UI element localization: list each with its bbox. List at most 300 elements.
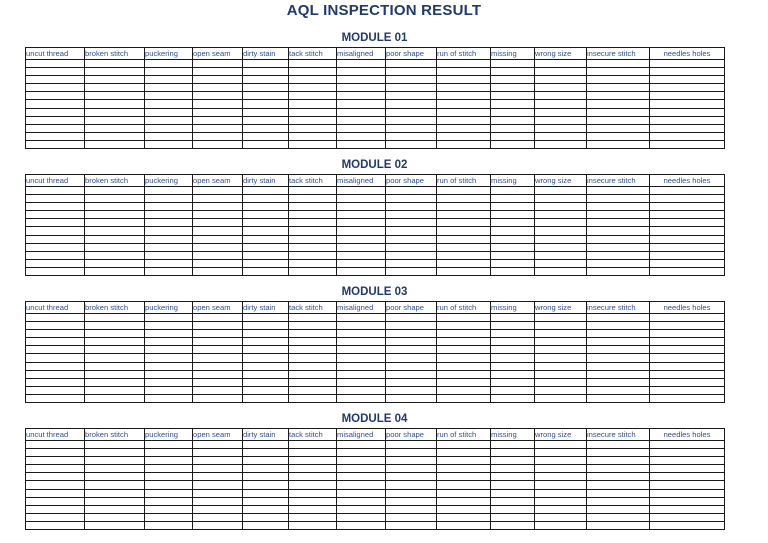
table-cell[interactable] <box>193 116 243 124</box>
table-cell[interactable] <box>145 370 193 378</box>
table-cell[interactable] <box>650 132 725 140</box>
table-cell[interactable] <box>491 513 535 521</box>
table-cell[interactable] <box>650 211 725 219</box>
table-cell[interactable] <box>193 386 243 394</box>
table-cell[interactable] <box>85 330 145 338</box>
table-cell[interactable] <box>193 449 243 457</box>
table-cell[interactable] <box>145 195 193 203</box>
table-cell[interactable] <box>437 235 491 243</box>
table-cell[interactable] <box>85 76 145 84</box>
table-cell[interactable] <box>85 473 145 481</box>
table-cell[interactable] <box>650 513 725 521</box>
table-cell[interactable] <box>26 219 85 227</box>
table-cell[interactable] <box>491 195 535 203</box>
table-cell[interactable] <box>535 473 587 481</box>
table-cell[interactable] <box>26 267 85 275</box>
table-cell[interactable] <box>491 60 535 68</box>
table-cell[interactable] <box>491 68 535 76</box>
table-cell[interactable] <box>26 211 85 219</box>
table-cell[interactable] <box>386 394 437 402</box>
table-cell[interactable] <box>650 124 725 132</box>
table-cell[interactable] <box>243 465 289 473</box>
table-cell[interactable] <box>193 394 243 402</box>
table-cell[interactable] <box>243 259 289 267</box>
table-cell[interactable] <box>587 354 650 362</box>
table-cell[interactable] <box>437 386 491 394</box>
table-cell[interactable] <box>26 116 85 124</box>
table-cell[interactable] <box>289 338 337 346</box>
table-cell[interactable] <box>85 116 145 124</box>
table-cell[interactable] <box>535 370 587 378</box>
table-cell[interactable] <box>491 243 535 251</box>
table-cell[interactable] <box>535 505 587 513</box>
table-cell[interactable] <box>437 497 491 505</box>
table-cell[interactable] <box>535 243 587 251</box>
table-cell[interactable] <box>337 267 386 275</box>
table-cell[interactable] <box>243 354 289 362</box>
table-cell[interactable] <box>193 338 243 346</box>
table-cell[interactable] <box>337 116 386 124</box>
table-cell[interactable] <box>491 203 535 211</box>
table-cell[interactable] <box>193 187 243 195</box>
table-cell[interactable] <box>243 76 289 84</box>
table-cell[interactable] <box>587 68 650 76</box>
table-cell[interactable] <box>85 346 145 354</box>
table-cell[interactable] <box>289 394 337 402</box>
table-cell[interactable] <box>650 243 725 251</box>
table-cell[interactable] <box>587 489 650 497</box>
table-cell[interactable] <box>386 76 437 84</box>
table-cell[interactable] <box>437 338 491 346</box>
table-cell[interactable] <box>386 219 437 227</box>
table-cell[interactable] <box>193 505 243 513</box>
table-cell[interactable] <box>26 140 85 148</box>
table-cell[interactable] <box>145 68 193 76</box>
table-cell[interactable] <box>243 203 289 211</box>
table-cell[interactable] <box>535 354 587 362</box>
table-cell[interactable] <box>386 362 437 370</box>
table-cell[interactable] <box>650 338 725 346</box>
table-cell[interactable] <box>145 219 193 227</box>
table-cell[interactable] <box>437 92 491 100</box>
table-cell[interactable] <box>650 227 725 235</box>
table-cell[interactable] <box>145 140 193 148</box>
table-cell[interactable] <box>145 251 193 259</box>
table-cell[interactable] <box>85 378 145 386</box>
table-cell[interactable] <box>386 346 437 354</box>
table-cell[interactable] <box>491 394 535 402</box>
table-cell[interactable] <box>337 100 386 108</box>
table-cell[interactable] <box>26 513 85 521</box>
table-cell[interactable] <box>243 346 289 354</box>
table-cell[interactable] <box>85 394 145 402</box>
table-cell[interactable] <box>243 362 289 370</box>
table-cell[interactable] <box>437 394 491 402</box>
table-cell[interactable] <box>337 362 386 370</box>
table-cell[interactable] <box>437 203 491 211</box>
table-cell[interactable] <box>289 132 337 140</box>
table-cell[interactable] <box>535 521 587 529</box>
table-cell[interactable] <box>535 227 587 235</box>
table-cell[interactable] <box>337 187 386 195</box>
table-cell[interactable] <box>337 473 386 481</box>
table-cell[interactable] <box>26 251 85 259</box>
table-cell[interactable] <box>587 521 650 529</box>
table-cell[interactable] <box>650 330 725 338</box>
table-cell[interactable] <box>193 497 243 505</box>
table-cell[interactable] <box>289 60 337 68</box>
table-cell[interactable] <box>145 243 193 251</box>
table-cell[interactable] <box>243 314 289 322</box>
table-cell[interactable] <box>337 489 386 497</box>
table-cell[interactable] <box>437 465 491 473</box>
table-cell[interactable] <box>337 521 386 529</box>
table-cell[interactable] <box>145 521 193 529</box>
table-cell[interactable] <box>491 465 535 473</box>
table-cell[interactable] <box>337 322 386 330</box>
table-cell[interactable] <box>386 354 437 362</box>
table-cell[interactable] <box>650 481 725 489</box>
table-cell[interactable] <box>193 473 243 481</box>
table-cell[interactable] <box>491 124 535 132</box>
table-cell[interactable] <box>386 187 437 195</box>
table-cell[interactable] <box>193 513 243 521</box>
table-cell[interactable] <box>26 76 85 84</box>
table-cell[interactable] <box>491 92 535 100</box>
table-cell[interactable] <box>145 84 193 92</box>
table-cell[interactable] <box>85 497 145 505</box>
table-cell[interactable] <box>650 68 725 76</box>
table-cell[interactable] <box>650 497 725 505</box>
table-cell[interactable] <box>243 100 289 108</box>
table-cell[interactable] <box>587 457 650 465</box>
table-cell[interactable] <box>587 211 650 219</box>
table-cell[interactable] <box>193 195 243 203</box>
table-cell[interactable] <box>26 132 85 140</box>
table-cell[interactable] <box>243 513 289 521</box>
table-cell[interactable] <box>193 457 243 465</box>
table-cell[interactable] <box>587 505 650 513</box>
table-cell[interactable] <box>650 140 725 148</box>
table-cell[interactable] <box>650 60 725 68</box>
table-cell[interactable] <box>535 322 587 330</box>
table-cell[interactable] <box>337 481 386 489</box>
table-cell[interactable] <box>491 378 535 386</box>
table-cell[interactable] <box>386 251 437 259</box>
table-cell[interactable] <box>243 243 289 251</box>
table-cell[interactable] <box>587 259 650 267</box>
table-cell[interactable] <box>491 132 535 140</box>
table-cell[interactable] <box>243 124 289 132</box>
table-cell[interactable] <box>85 449 145 457</box>
table-cell[interactable] <box>26 314 85 322</box>
table-cell[interactable] <box>587 140 650 148</box>
table-cell[interactable] <box>26 441 85 449</box>
table-cell[interactable] <box>243 187 289 195</box>
table-cell[interactable] <box>85 140 145 148</box>
table-cell[interactable] <box>193 140 243 148</box>
table-cell[interactable] <box>337 84 386 92</box>
table-cell[interactable] <box>85 235 145 243</box>
table-cell[interactable] <box>337 203 386 211</box>
table-cell[interactable] <box>145 92 193 100</box>
table-cell[interactable] <box>650 235 725 243</box>
table-cell[interactable] <box>491 481 535 489</box>
table-cell[interactable] <box>243 251 289 259</box>
table-cell[interactable] <box>386 449 437 457</box>
table-cell[interactable] <box>145 473 193 481</box>
table-cell[interactable] <box>85 354 145 362</box>
table-cell[interactable] <box>289 457 337 465</box>
table-cell[interactable] <box>85 259 145 267</box>
table-cell[interactable] <box>535 481 587 489</box>
table-cell[interactable] <box>145 227 193 235</box>
table-cell[interactable] <box>26 338 85 346</box>
table-cell[interactable] <box>491 100 535 108</box>
table-cell[interactable] <box>85 338 145 346</box>
table-cell[interactable] <box>243 370 289 378</box>
table-cell[interactable] <box>289 441 337 449</box>
table-cell[interactable] <box>337 457 386 465</box>
table-cell[interactable] <box>289 124 337 132</box>
table-cell[interactable] <box>437 489 491 497</box>
table-cell[interactable] <box>85 370 145 378</box>
table-cell[interactable] <box>145 354 193 362</box>
table-cell[interactable] <box>650 465 725 473</box>
table-cell[interactable] <box>145 211 193 219</box>
table-cell[interactable] <box>587 195 650 203</box>
table-cell[interactable] <box>386 203 437 211</box>
table-cell[interactable] <box>650 441 725 449</box>
table-cell[interactable] <box>535 267 587 275</box>
table-cell[interactable] <box>193 489 243 497</box>
table-cell[interactable] <box>437 267 491 275</box>
table-cell[interactable] <box>587 100 650 108</box>
table-cell[interactable] <box>587 322 650 330</box>
table-cell[interactable] <box>145 386 193 394</box>
table-cell[interactable] <box>193 314 243 322</box>
table-cell[interactable] <box>491 211 535 219</box>
table-cell[interactable] <box>193 370 243 378</box>
table-cell[interactable] <box>243 481 289 489</box>
table-cell[interactable] <box>243 394 289 402</box>
table-cell[interactable] <box>85 386 145 394</box>
table-cell[interactable] <box>85 68 145 76</box>
table-cell[interactable] <box>243 108 289 116</box>
table-cell[interactable] <box>437 362 491 370</box>
table-cell[interactable] <box>26 124 85 132</box>
table-cell[interactable] <box>587 330 650 338</box>
table-cell[interactable] <box>386 513 437 521</box>
table-cell[interactable] <box>289 211 337 219</box>
table-cell[interactable] <box>437 60 491 68</box>
table-cell[interactable] <box>337 76 386 84</box>
table-cell[interactable] <box>289 100 337 108</box>
table-cell[interactable] <box>650 473 725 481</box>
table-cell[interactable] <box>85 211 145 219</box>
table-cell[interactable] <box>587 465 650 473</box>
table-cell[interactable] <box>289 346 337 354</box>
table-cell[interactable] <box>587 338 650 346</box>
table-cell[interactable] <box>587 124 650 132</box>
table-cell[interactable] <box>650 259 725 267</box>
table-cell[interactable] <box>337 211 386 219</box>
table-cell[interactable] <box>437 251 491 259</box>
table-cell[interactable] <box>535 187 587 195</box>
table-cell[interactable] <box>491 441 535 449</box>
table-cell[interactable] <box>535 489 587 497</box>
table-cell[interactable] <box>193 108 243 116</box>
table-cell[interactable] <box>650 370 725 378</box>
table-cell[interactable] <box>491 386 535 394</box>
table-cell[interactable] <box>491 314 535 322</box>
table-cell[interactable] <box>386 457 437 465</box>
table-cell[interactable] <box>26 481 85 489</box>
table-cell[interactable] <box>491 473 535 481</box>
table-cell[interactable] <box>650 354 725 362</box>
table-cell[interactable] <box>193 227 243 235</box>
table-cell[interactable] <box>491 449 535 457</box>
table-cell[interactable] <box>26 330 85 338</box>
table-cell[interactable] <box>145 187 193 195</box>
table-cell[interactable] <box>145 338 193 346</box>
table-cell[interactable] <box>437 449 491 457</box>
table-cell[interactable] <box>289 513 337 521</box>
table-cell[interactable] <box>243 378 289 386</box>
table-cell[interactable] <box>193 219 243 227</box>
table-cell[interactable] <box>535 346 587 354</box>
table-cell[interactable] <box>243 267 289 275</box>
table-cell[interactable] <box>650 76 725 84</box>
table-cell[interactable] <box>650 314 725 322</box>
table-cell[interactable] <box>587 187 650 195</box>
table-cell[interactable] <box>437 227 491 235</box>
table-cell[interactable] <box>437 124 491 132</box>
table-cell[interactable] <box>289 116 337 124</box>
table-cell[interactable] <box>587 394 650 402</box>
table-cell[interactable] <box>650 386 725 394</box>
table-cell[interactable] <box>386 100 437 108</box>
table-cell[interactable] <box>145 505 193 513</box>
table-cell[interactable] <box>587 497 650 505</box>
table-cell[interactable] <box>85 362 145 370</box>
table-cell[interactable] <box>587 314 650 322</box>
table-cell[interactable] <box>337 259 386 267</box>
table-cell[interactable] <box>243 505 289 513</box>
table-cell[interactable] <box>289 259 337 267</box>
table-cell[interactable] <box>491 108 535 116</box>
table-cell[interactable] <box>587 108 650 116</box>
table-cell[interactable] <box>85 132 145 140</box>
table-cell[interactable] <box>337 378 386 386</box>
table-cell[interactable] <box>289 92 337 100</box>
table-cell[interactable] <box>289 235 337 243</box>
table-cell[interactable] <box>491 251 535 259</box>
table-cell[interactable] <box>243 140 289 148</box>
table-cell[interactable] <box>243 195 289 203</box>
table-cell[interactable] <box>289 195 337 203</box>
table-cell[interactable] <box>650 394 725 402</box>
table-cell[interactable] <box>650 84 725 92</box>
table-cell[interactable] <box>437 68 491 76</box>
table-cell[interactable] <box>145 394 193 402</box>
table-cell[interactable] <box>535 203 587 211</box>
table-cell[interactable] <box>386 378 437 386</box>
table-cell[interactable] <box>289 370 337 378</box>
table-cell[interactable] <box>650 378 725 386</box>
table-cell[interactable] <box>26 84 85 92</box>
table-cell[interactable] <box>535 76 587 84</box>
table-cell[interactable] <box>386 195 437 203</box>
table-cell[interactable] <box>85 60 145 68</box>
table-cell[interactable] <box>386 481 437 489</box>
table-cell[interactable] <box>386 465 437 473</box>
table-cell[interactable] <box>386 124 437 132</box>
table-cell[interactable] <box>437 346 491 354</box>
table-cell[interactable] <box>386 84 437 92</box>
table-cell[interactable] <box>85 203 145 211</box>
table-cell[interactable] <box>650 116 725 124</box>
table-cell[interactable] <box>386 386 437 394</box>
table-cell[interactable] <box>193 481 243 489</box>
table-cell[interactable] <box>386 116 437 124</box>
table-cell[interactable] <box>289 227 337 235</box>
table-cell[interactable] <box>491 338 535 346</box>
table-cell[interactable] <box>193 203 243 211</box>
table-cell[interactable] <box>587 243 650 251</box>
table-cell[interactable] <box>491 187 535 195</box>
table-cell[interactable] <box>386 441 437 449</box>
table-cell[interactable] <box>289 251 337 259</box>
table-cell[interactable] <box>386 473 437 481</box>
table-cell[interactable] <box>437 457 491 465</box>
table-cell[interactable] <box>587 235 650 243</box>
table-cell[interactable] <box>535 195 587 203</box>
table-cell[interactable] <box>85 219 145 227</box>
table-cell[interactable] <box>386 497 437 505</box>
table-cell[interactable] <box>85 243 145 251</box>
table-cell[interactable] <box>587 92 650 100</box>
table-cell[interactable] <box>587 370 650 378</box>
table-cell[interactable] <box>437 108 491 116</box>
table-cell[interactable] <box>437 314 491 322</box>
table-cell[interactable] <box>193 346 243 354</box>
table-cell[interactable] <box>193 378 243 386</box>
table-cell[interactable] <box>337 108 386 116</box>
table-cell[interactable] <box>650 362 725 370</box>
table-cell[interactable] <box>243 235 289 243</box>
table-cell[interactable] <box>437 322 491 330</box>
table-cell[interactable] <box>243 457 289 465</box>
table-cell[interactable] <box>491 457 535 465</box>
table-cell[interactable] <box>26 227 85 235</box>
table-cell[interactable] <box>337 386 386 394</box>
table-cell[interactable] <box>386 108 437 116</box>
table-cell[interactable] <box>337 68 386 76</box>
table-cell[interactable] <box>386 243 437 251</box>
table-cell[interactable] <box>145 60 193 68</box>
table-cell[interactable] <box>289 354 337 362</box>
table-cell[interactable] <box>535 219 587 227</box>
table-cell[interactable] <box>535 92 587 100</box>
table-cell[interactable] <box>145 322 193 330</box>
table-cell[interactable] <box>26 346 85 354</box>
table-cell[interactable] <box>243 473 289 481</box>
table-cell[interactable] <box>337 235 386 243</box>
table-cell[interactable] <box>587 251 650 259</box>
table-cell[interactable] <box>386 92 437 100</box>
table-cell[interactable] <box>289 481 337 489</box>
